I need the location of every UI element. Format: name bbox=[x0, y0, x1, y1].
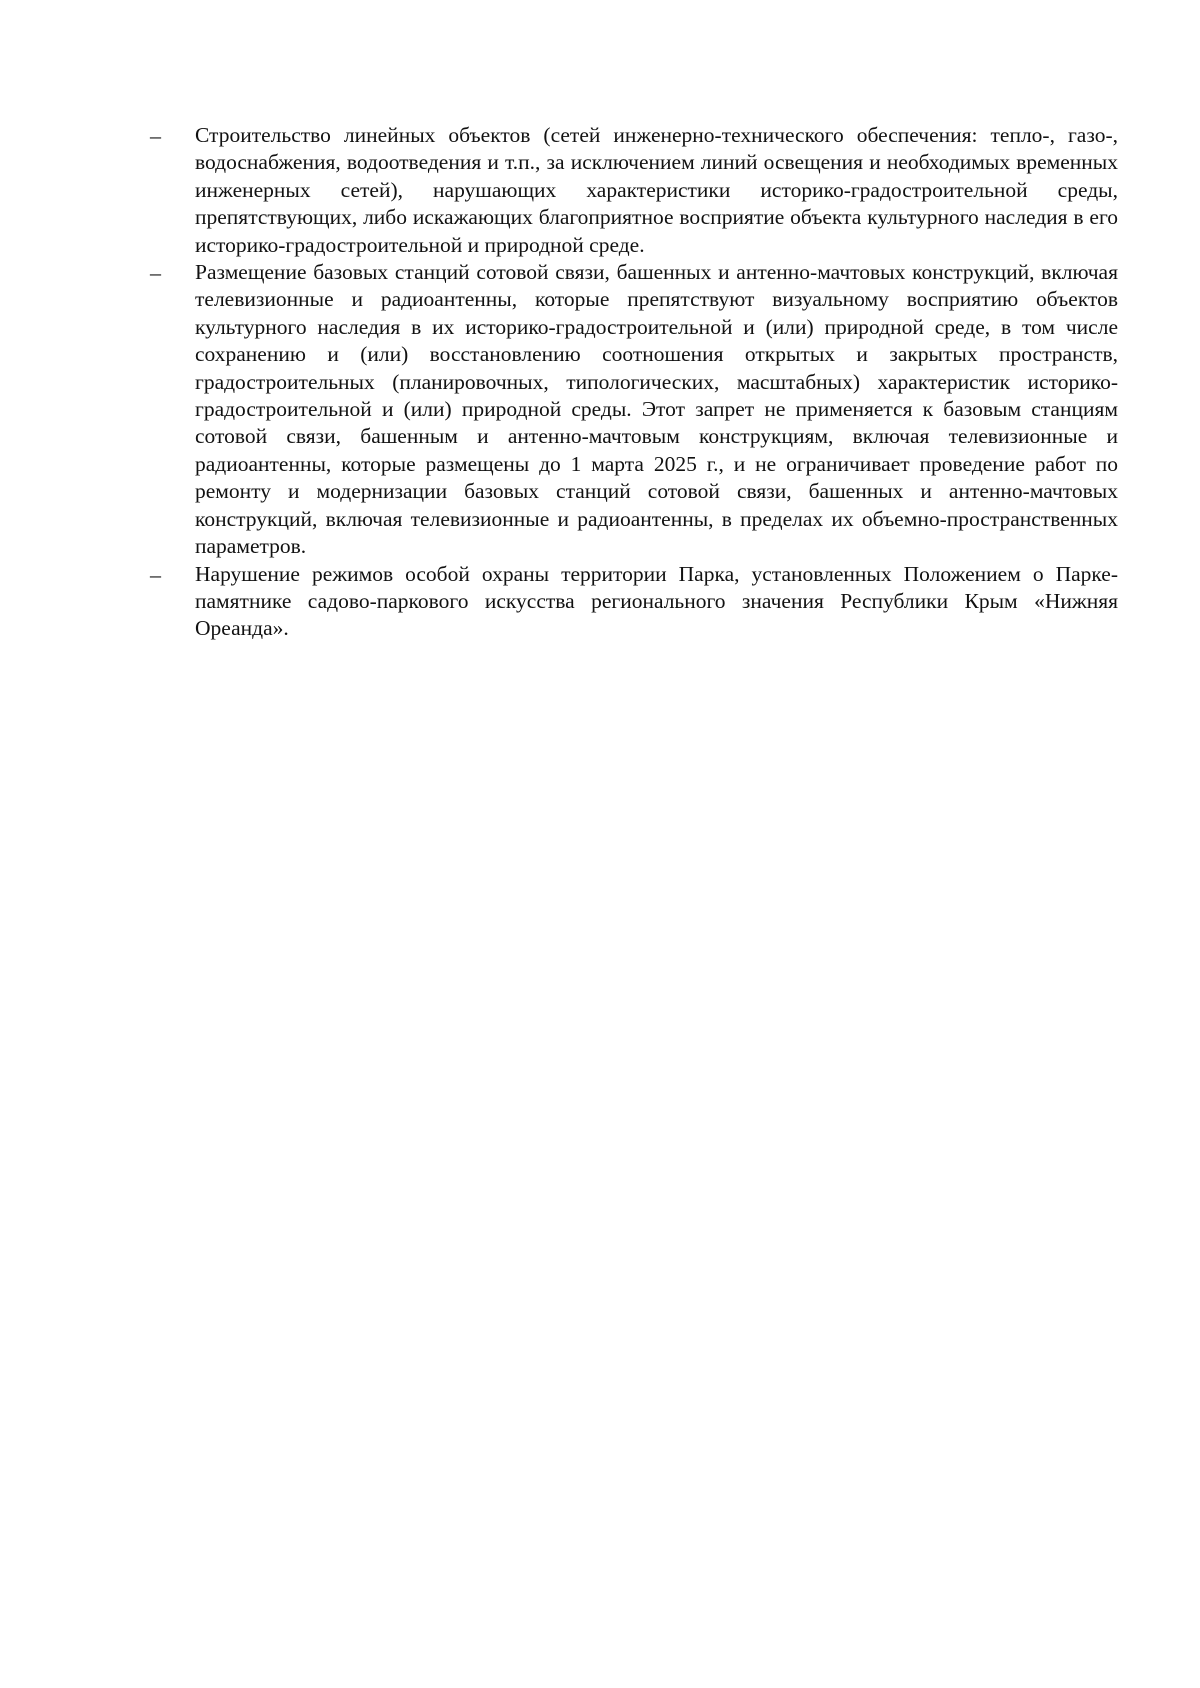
list-item bbox=[150, 122, 1118, 259]
list-item-text: Нарушение режимов особой охраны территории Парка, установленных Положением о Парке-памятнике садово-паркового искусства регионального значения Республики Крым «Нижняя Ореанда». bbox=[195, 561, 1118, 641]
list-bullet: – bbox=[150, 561, 161, 587]
list-item-text: Строительство линейных объектов (сетей инженерно-технического обеспечения: тепло-, газо-, водоснабжения, водоотведения и т.п., за исключением линий освещения и необходимых временных инженерных сетей), нарушающих характеристики историко-градостроительной среды, препятствующих, либо искажающих благоприятное восприятие объекта культурного наследия в его историко-градостроительной и природной среде. bbox=[195, 123, 1118, 257]
list-item bbox=[150, 259, 1118, 560]
list-bullet: – bbox=[150, 260, 161, 286]
list-bullet: – bbox=[150, 123, 161, 148]
list-item-text: Размещение базовых станций сотовой связи, башенных и антенно-мачтовых конструкций, включая телевизионные и радиоантенны, которые препятствуют визуальному восприятию объектов культурного наследия в их историко-градостроительной и (или) природной среде, в том числе сохранению и (или) восстановлению соотношения открытых и закрытых пространств, градостроительных (планировочных, типологических, масштабных) характеристик историко-градостроительной и (или) природной среды. Этот запрет не применяется к базовым станциям сотовой связи, башенным и антенно-мачтовым конструкциям, включая телевизионные и радиоантенны, которые размещены до 1 марта 2025 г., и не ограничивает проведение работ по ремонту и модернизации базовых станций сотовой связи, башенных и антенно-мачтовых конструкций, включая телевизионные и радиоантенны, в пределах их объемно-пространственных параметров. bbox=[195, 260, 1118, 559]
list-item bbox=[150, 561, 1118, 643]
restrictions-list bbox=[150, 122, 1118, 643]
